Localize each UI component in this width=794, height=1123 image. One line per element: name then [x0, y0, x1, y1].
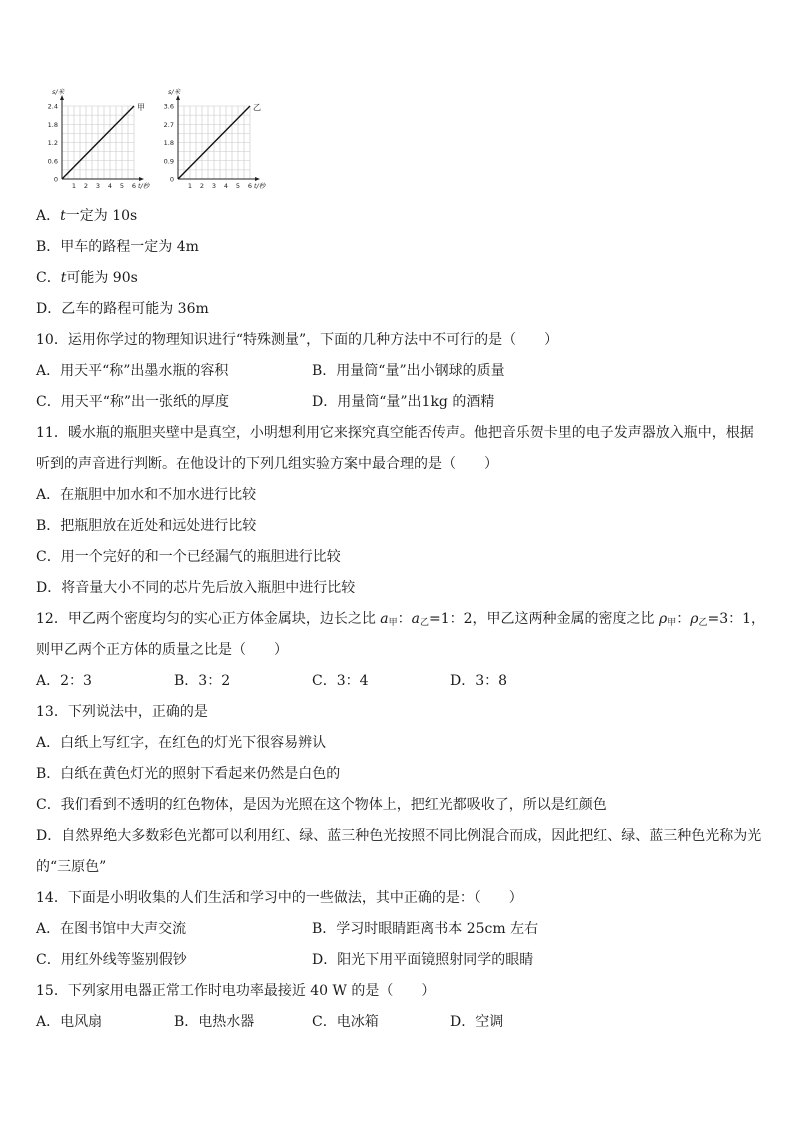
series-name-label: 甲 [137, 103, 145, 112]
q10-option-d: D．用量筒“量”出1kg 的酒精 [312, 394, 495, 410]
graph-yi [164, 88, 267, 190]
q14-option-a: A．在图书馆中大声交流 [36, 921, 187, 937]
q13-option-b: B．白纸在黄色灯光的照射下看起来仍然是白色的 [36, 766, 341, 782]
q10-option-b: B．用量筒“量”出小钢球的质量 [312, 363, 505, 379]
q12-option-d: D．3：8 [450, 673, 508, 689]
q12-option-c: C．3：4 [312, 673, 369, 689]
graph-jia [48, 88, 151, 190]
q13-option-d-line1: D．自然界绝大多数彩色光都可以利用红、绿、蓝三种色光按照不同比例混合而成，因此把红、绿、蓝三种色光称为光 [36, 828, 762, 844]
x-axis-label: t/秒 [254, 182, 266, 190]
y-tick-label: 1.8 [163, 139, 174, 147]
q11-option-a: A．在瓶胆中加水和不加水进行比较 [36, 487, 257, 503]
q14-options-ab [36, 914, 760, 945]
y-tick-label: 1.8 [47, 120, 58, 129]
questions [36, 201, 766, 1038]
q13-option-d-line2: 的“三原色” [36, 859, 107, 875]
q11-option-d: D．将音量大小不同的芯片先后放入瓶胆中进行比较 [36, 580, 356, 596]
q10-option-c: C．用天平“称”出一张纸的厚度 [36, 394, 230, 410]
q11-stem-line2: 听到的声音进行判断。在他设计的下列几组实验方案中最合理的是（ ） [36, 456, 498, 472]
x-tick-label: 4 [107, 182, 113, 190]
q15-option-b: B．电热水器 [174, 1014, 255, 1030]
x-tick-label: 2 [199, 182, 205, 190]
x-axis-arrow [139, 177, 144, 181]
y-tick-label: 2.7 [163, 120, 174, 129]
q13-option-a: A．白纸上写红字，在红色的灯光下很容易辨认 [36, 735, 327, 751]
q14-option-d: D．阳光下用平面镜照射同学的眼睛 [312, 952, 534, 968]
x-tick-label: 4 [223, 182, 229, 190]
q10-option-a: A．用天平“称”出墨水瓶的容积 [36, 363, 229, 379]
y-tick-label: 0 [53, 175, 58, 184]
q9-option-d: D．乙车的路程可能为 36m [36, 301, 209, 317]
y-tick-label: 2.4 [47, 102, 58, 111]
y-tick-label: 0 [169, 175, 174, 184]
motion-graphs [44, 84, 284, 196]
q10-stem: 10．运用你学过的物理知识进行“特殊测量”，下面的几种方法中不可行的是（ ） [36, 332, 559, 348]
y-tick-label: 0.6 [47, 157, 58, 166]
graphs-svg [44, 84, 284, 196]
q11-stem-line1: 11．暖水瓶的瓶胆夹壁中是真空，小明想利用它来探究真空能否传声。他把音乐贺卡里的电子发声器放入瓶中，根据 [36, 425, 754, 441]
x-tick-label: 3 [95, 182, 101, 190]
q14-option-c: C．用红外线等鉴别假钞 [36, 952, 187, 968]
q15-option-c: C．电冰箱 [312, 1014, 379, 1030]
q12-option-b: B．3：2 [174, 673, 231, 689]
x-tick-label: 2 [83, 182, 89, 190]
x-tick-label: 6 [131, 182, 137, 190]
q12-stem-line2: 则甲乙两个正方体的质量之比是（ ） [36, 642, 288, 658]
y-tick-label: 3.6 [163, 102, 174, 111]
y-axis-label: s/米 [168, 88, 181, 96]
x-tick-label: 5 [119, 182, 125, 190]
x-axis-label: t/秒 [138, 182, 150, 190]
q11-option-c: C．用一个完好的和一个已经漏气的瓶胆进行比较 [36, 549, 341, 565]
q10-options-cd [36, 387, 760, 418]
q10-options-ab [36, 356, 760, 387]
q15-option-a: A．电风扇 [36, 1014, 103, 1030]
q15-options [36, 1007, 760, 1038]
q9-option-a: A．t一定为 10s [36, 208, 138, 224]
q12-options [36, 666, 760, 697]
y-tick-label: 1.2 [47, 139, 58, 147]
q12-option-a: A．2：3 [36, 673, 92, 689]
q13-stem: 13．下列说法中，正确的是 [36, 704, 208, 720]
q13-option-c: C．我们看到不透明的红色物体，是因为光照在这个物体上，把红光都吸收了，所以是红颜色 [36, 797, 607, 813]
q9-option-c: C．t可能为 90s [36, 270, 138, 286]
x-tick-label: 1 [187, 182, 193, 190]
q15-option-d: D．空调 [450, 1014, 504, 1030]
q11-option-b: B．把瓶胆放在近处和远处进行比较 [36, 518, 257, 534]
x-tick-label: 3 [211, 182, 217, 190]
series-name-label: 乙 [253, 103, 261, 112]
y-axis-label: s/米 [52, 88, 65, 96]
x-tick-label: 1 [71, 182, 77, 190]
x-axis-arrow [255, 177, 260, 181]
y-tick-label: 0.9 [163, 157, 174, 166]
q12-stem-line1: 12．甲乙两个密度均匀的实心正方体金属块，边长之比 $a_甲$：$a_乙=1$：2，甲乙这两种金属的密度之比 $\rho_甲$：$\rho_乙=3$：1， [36, 611, 766, 628]
q14-options-cd [36, 945, 760, 976]
q14-stem: 14．下面是小明收集的人们生活和学习中的一些做法，其中正确的是：（ ） [36, 890, 523, 906]
x-tick-label: 5 [235, 182, 241, 190]
x-tick-label: 6 [247, 182, 253, 190]
q14-option-b: B．学习时眼睛距离书本 25cm 左右 [312, 921, 539, 937]
q9-option-b: B．甲车的路程一定为 4m [36, 239, 199, 255]
q15-stem: 15．下列家用电器正常工作时电功率最接近 40 W 的是（ ） [36, 983, 436, 999]
